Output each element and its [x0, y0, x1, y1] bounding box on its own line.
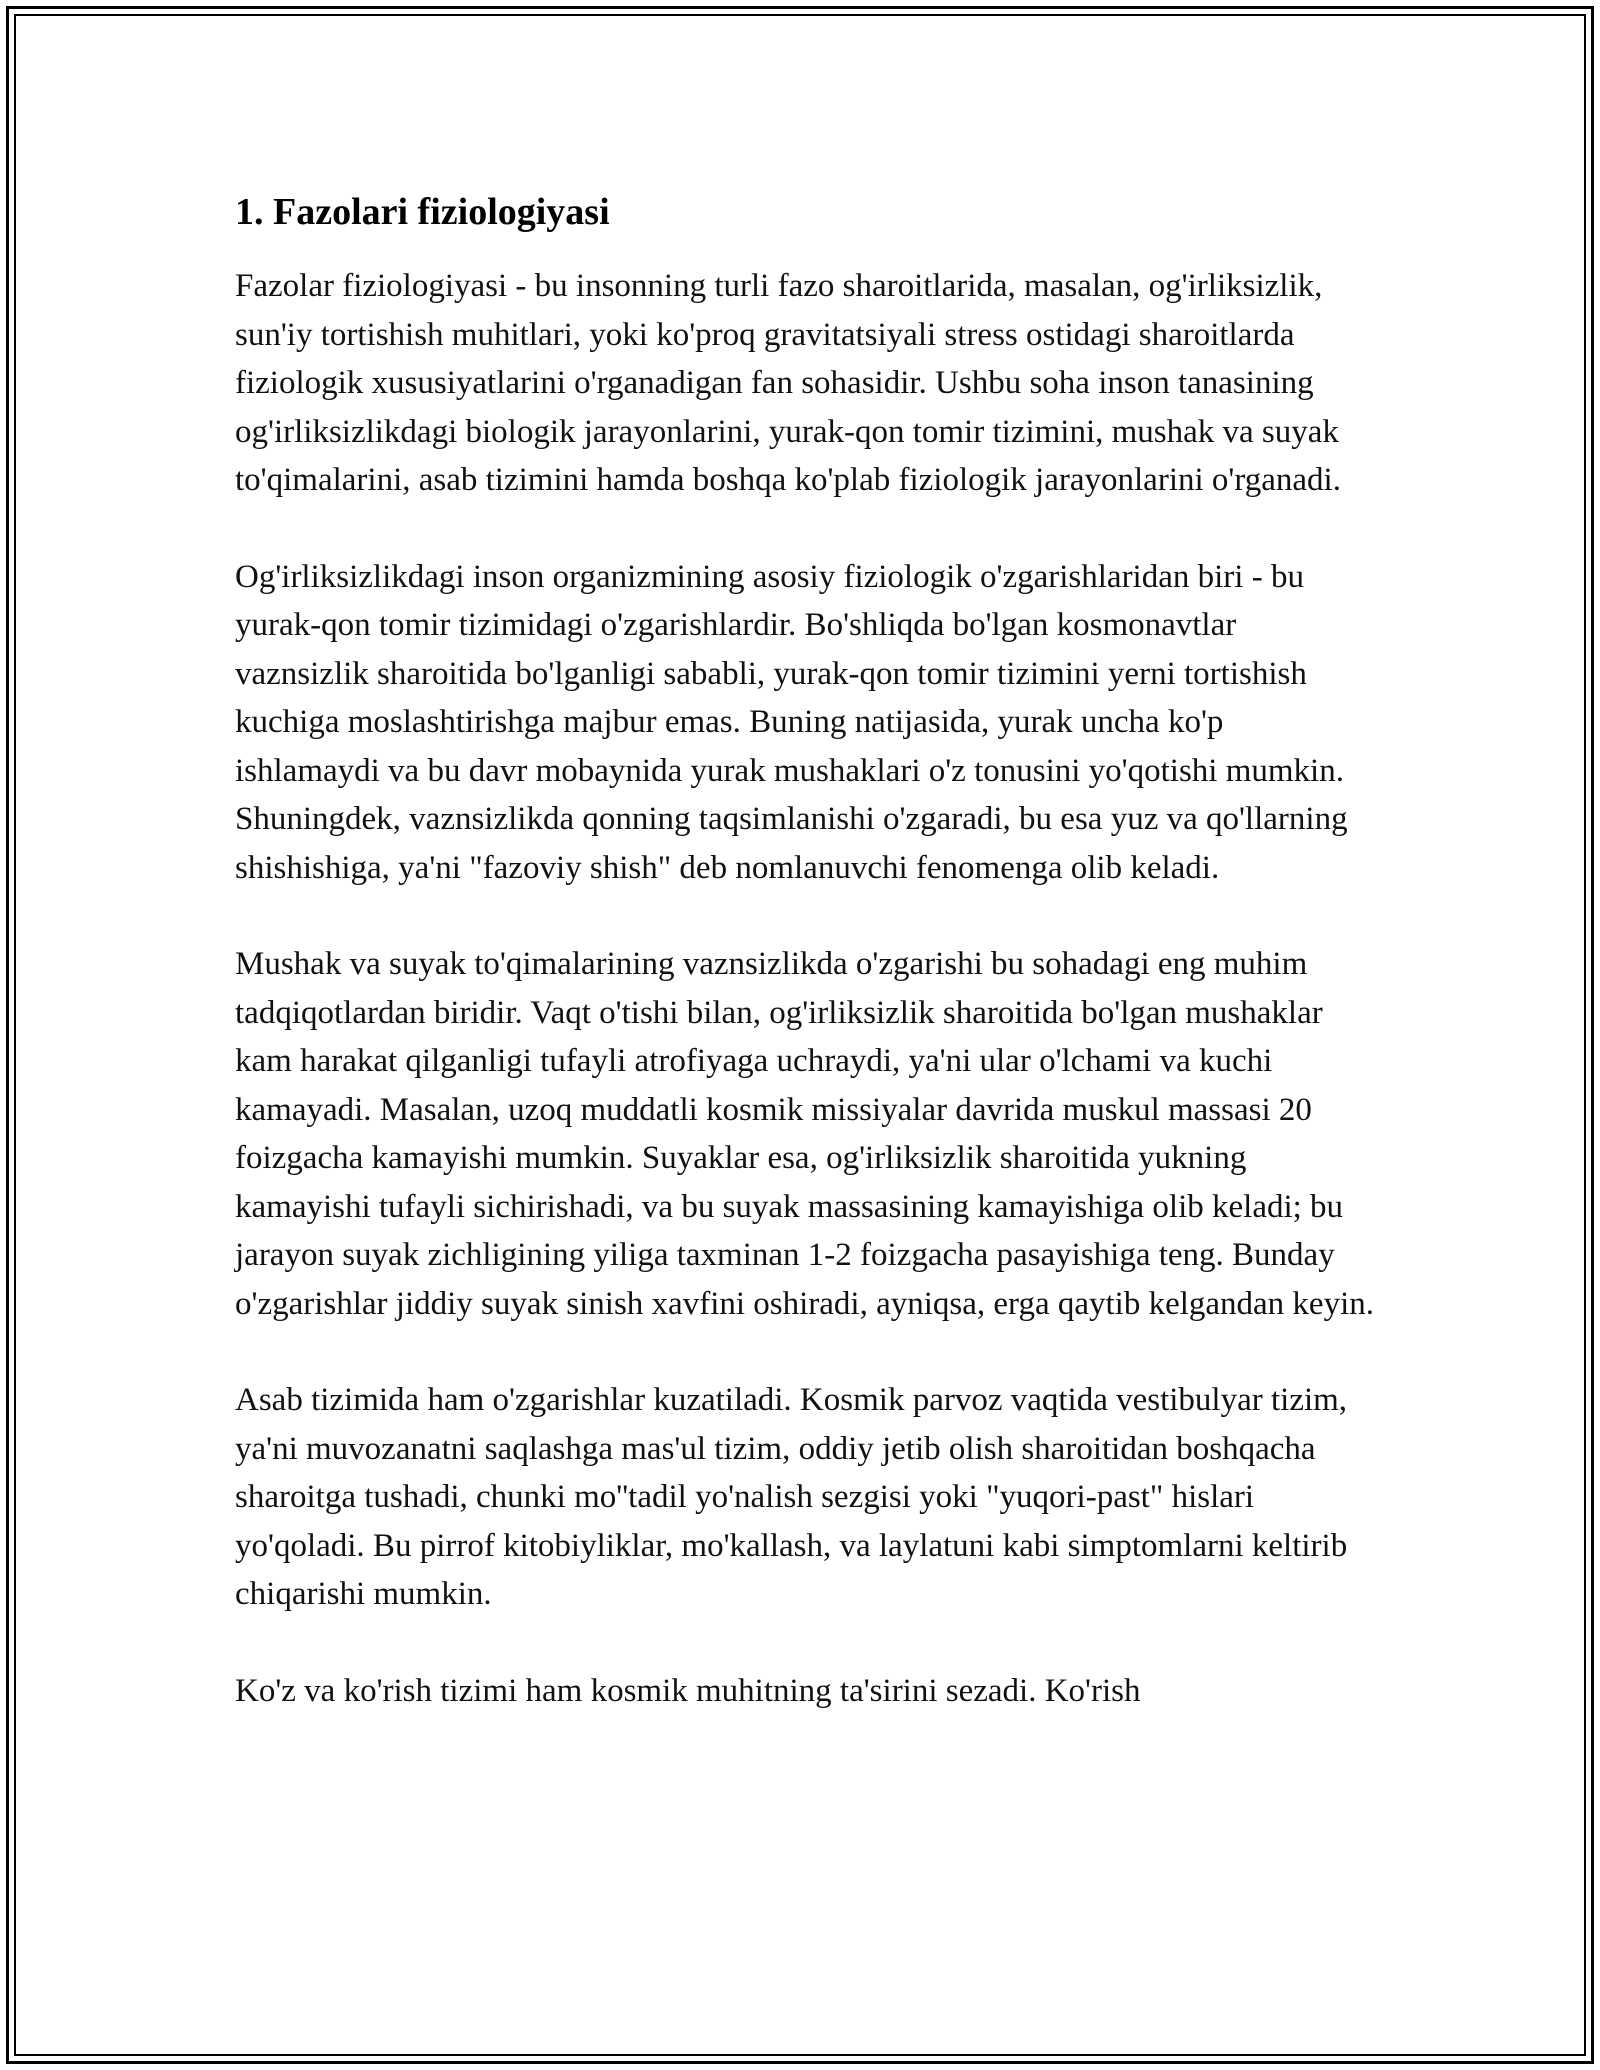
document-title: 1. Fazolari fiziologiyasi — [235, 191, 610, 233]
paragraph-4: Asab tizimida ham o'zgarishlar kuzatiladi. Kosmik parvoz vaqtida vestibulyar tizim, ya'ni muvozanatni saqlashga mas'ul tizim, oddiy jetib olish sharoitidan boshqacha sharoitga tushadi, chunki mo''tadil yo'nalish sezgisi yoki "yuqori-past" hislari yo'qoladi. Bu pirrof kitobiyliklar, mo'kallash, va laylatuni kabi simptomlarni keltirib chiqarishi mumkin. — [235, 1382, 1348, 1612]
paragraph-2: Og'irliksizlikdagi inson organizmining asosiy fiziologik o'zgarishlaridan biri - bu yurak-qon tomir tizimidagi o'zgarishlardir. Bo'shliqda bo'lgan kosmonavtlar vaznsizlik sharoitida bo'lganligi sababli, yurak-qon tomir tizimini yerni tortishish kuchiga moslashtirishga majbur emas. Buning natijasida, yurak uncha ko'p ishlamaydi va bu davr mobaynida yurak mushaklari o'z tonusini yo'qotishi mumkin. Shuningdek, vaznsizlikda qonning taqsimlanishi o'zgaradi, bu esa yuz va qo'llarning shishishiga, ya'ni "fazoviy shish" deb nomlanuvchi fenomenga olib keladi. — [235, 558, 1348, 886]
paragraph-5: Ko'z va ko'rish tizimi ham kosmik muhitning ta'sirini sezadi. Ko'rish — [235, 1672, 1141, 1709]
document-page — [235, 188, 1375, 1763]
paragraph-1: Fazolar fiziologiyasi - bu insonning turli fazo sharoitlarida, masalan, og'irliksizlik, sun'iy tortishish muhitlari, yoki ko'proq gravitatsiyali stress ostidagi sharoitlarda fiziologik xususiyatlarini o'rganadigan fan sohasidir. Ushbu soha inson tanasining og'irliksizlikdagi biologik jarayonlarini, yurak-qon tomir tizimini, mushak va suyak to'qimalarini, asab tizimini hamda boshqa ko'plab fiziologik jarayonlarini o'rganadi. — [235, 268, 1341, 498]
paragraph-3: Mushak va suyak to'qimalarining vaznsizlikda o'zgarishi bu sohadagi eng muhim tadqiqotlardan biridir. Vaqt o'tishi bilan, og'irliksizlik sharoitida bo'lgan mushaklar kam harakat qilganligi tufayli atrofiyaga uchraydi, ya'ni ular o'lchami va kuchi kamayadi. Masalan, uzoq muddatli kosmik missiyalar davrida muskul massasi 20 foizgacha kamayishi mumkin. Suyaklar esa, og'irliksizlik sharoitida yukning kamayishi tufayli sichirishadi, va bu suyak massasining kamayishiga olib keladi; bu jarayon suyak zichligining yiliga taxminan 1-2 foizgacha pasayishiga teng. Bunday o'zgarishlar jiddiy suyak sinish xavfini oshiradi, ayniqsa, erga qaytib kelgandan keyin. — [235, 946, 1374, 1322]
